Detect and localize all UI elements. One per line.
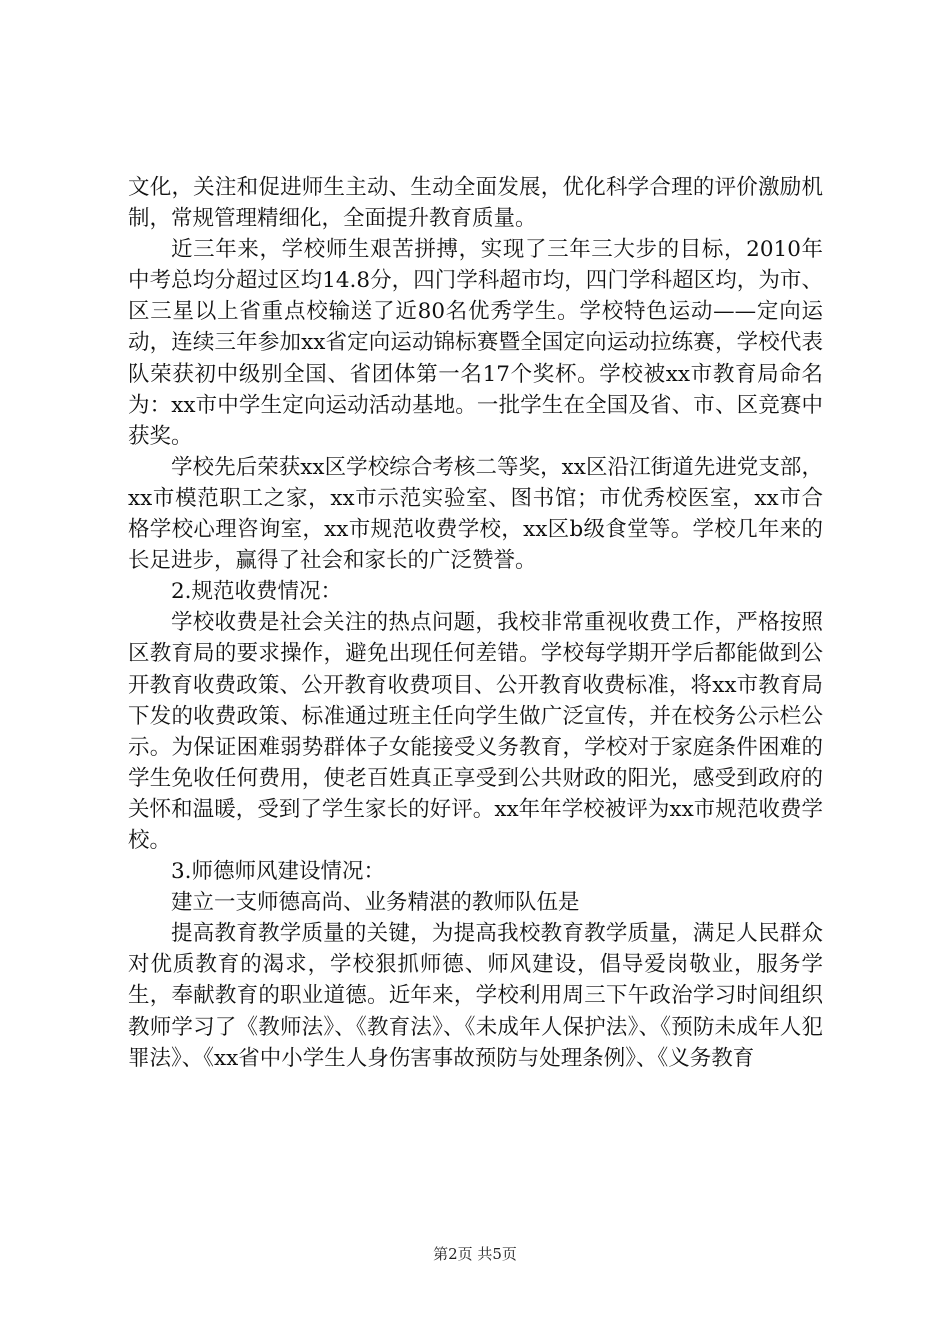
document-body xyxy=(128,172,823,1074)
section-heading-fees: 2.规范收费情况： xyxy=(171,579,343,605)
paragraph-4: 学校收费是社会关注的热点问题，我校非常重视收费工作，严格按照区教育局的要求操作，避免出现任何差错。学校每学期开学后都能做到公开教育收费政策、公开教育收费项目、公开教育收费标准，将xx市教育局下发的收费政策、标准通过班主任向学生做广泛宣传，并在校务公示栏公示。为保证困难弱势群体子女能接受义务教育，学校对于家庭条件困难的学生免收任何费用，使老百姓真正享受到公共财政的阳光，感受到政府的关怀和温暖，受到了学生家长的好评。xx年年学校被评为xx市规范收费学校。 xyxy=(128,610,823,853)
page-footer: 第2页 共5页 xyxy=(433,1245,517,1263)
paragraph-3: 学校先后荣获xx区学校综合考核二等奖，xx区沿江街道先进党支部，xx市模范职工之家，xx市示范实验室、图书馆；市优秀校医室，xx市合格学校心理咨询室，xx市规范收费学校，xx区b级食堂等。学校几年来的长足进步，赢得了社会和家长的广泛赞誉。 xyxy=(128,454,823,574)
section-heading-ethics: 3.师德师风建设情况： xyxy=(171,859,386,885)
paragraph-5: 建立一支师德高尚、业务精湛的教师队伍是 xyxy=(171,890,580,916)
paragraph-2: 近三年来，学校师生艰苦拼搏，实现了三年三大步的目标，2010年中考总均分超过区均14.8分，四门学科超市均，四门学科超区均，为市、区三星以上省重点校输送了近80名优秀学生。学校特色运动——定向运动，连续三年参加xx省定向运动锦标赛暨全国定向运动拉练赛，学校代表队荣获初中级别全国、省团体第一名17个奖杯。学校被xx市教育局命名为：xx市中学生定向运动活动基地。一批学生在全国及省、市、区竞赛中获奖。 xyxy=(128,237,823,449)
paragraph-1: 文化，关注和促进师生主动、生动全面发展，优化科学合理的评价激励机制，常规管理精细化，全面提升教育质量。 xyxy=(128,175,823,232)
paragraph-6: 提高教育教学质量的关键，为提高我校教育教学质量，满足人民群众对优质教育的渴求，学校狠抓师德、师风建设，倡导爱岗敬业，服务学生，奉献教育的职业道德。近年来，学校利用周三下午政治学习时间组织教师学习了《教师法》、《教育法》、《未成年人保护法》、《预防未成年人犯罪法》、《xx省中小学生人身伤害事故预防与处理条例》、《义务教育 xyxy=(128,921,823,1071)
